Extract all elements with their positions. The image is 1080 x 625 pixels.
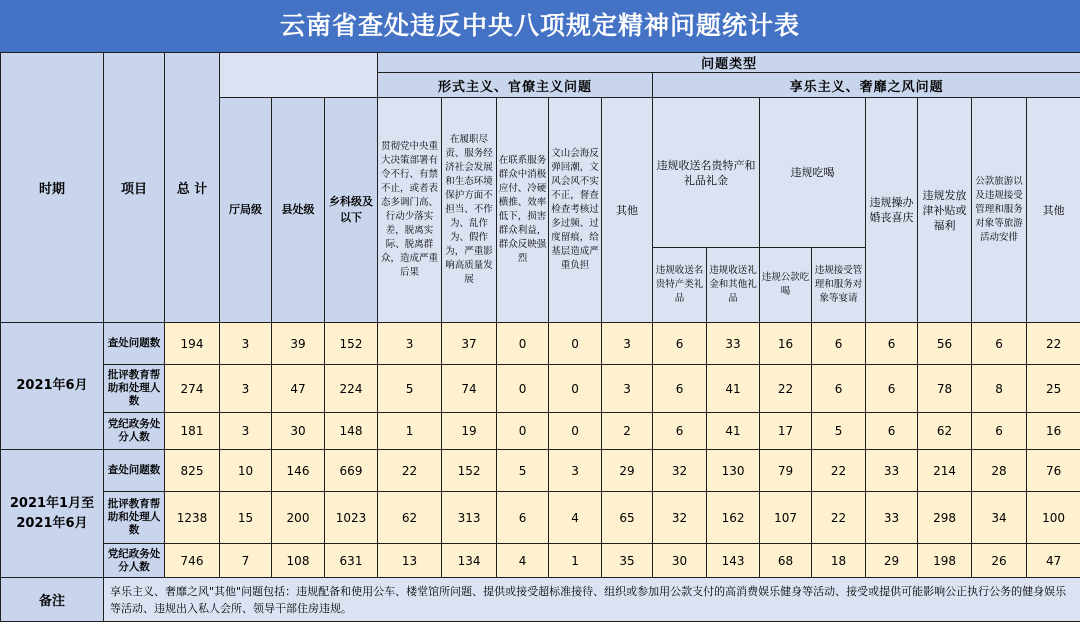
table-cell: 8	[972, 365, 1027, 413]
table-cell: 1023	[325, 492, 378, 544]
header-formalism-meetings: 文山会海反弹回潮，文风会风不实不正，督查检查考核过多过频、过度留痕，给基层造成严重负担	[549, 98, 602, 323]
row-item-label: 查处问题数	[104, 323, 165, 365]
header-formalism: 形式主义、官僚主义问题	[378, 73, 653, 98]
table-cell: 30	[653, 544, 707, 578]
table-cell: 47	[272, 365, 325, 413]
header-hedonism-wedding: 违规操办婚丧喜庆	[866, 98, 918, 323]
table-cell: 5	[378, 365, 442, 413]
table-cell: 1238	[165, 492, 220, 544]
header-problem-type: 问题类型	[378, 53, 1080, 73]
header-hedonism-travel: 公款旅游以及违规接受管理和服务对象等旅游活动安排	[972, 98, 1027, 323]
period-label: 2021年1月至2021年6月	[1, 450, 104, 578]
table-cell: 3	[602, 323, 653, 365]
header-formalism-other: 其他	[602, 98, 653, 323]
table-cell: 22	[760, 365, 812, 413]
table-cell: 1	[549, 544, 602, 578]
header-gift-specialty: 违规收送名贵特产类礼品	[653, 248, 707, 323]
table-cell: 3	[220, 323, 272, 365]
page-title: 云南省查处违反中央八项规定精神问题统计表	[0, 0, 1080, 52]
table-cell: 313	[442, 492, 497, 544]
table-cell: 6	[812, 323, 866, 365]
table-cell: 32	[653, 450, 707, 492]
table-cell: 143	[707, 544, 760, 578]
row-item-label: 党纪政务处分人数	[104, 544, 165, 578]
header-blank	[220, 53, 378, 98]
table-cell: 37	[442, 323, 497, 365]
table-cell: 62	[918, 413, 972, 450]
table-cell: 6	[812, 365, 866, 413]
table-cell: 16	[1027, 413, 1080, 450]
table-cell: 100	[1027, 492, 1080, 544]
table-cell: 152	[325, 323, 378, 365]
table-cell: 746	[165, 544, 220, 578]
header-hedonism-subsidy: 违规发放津补贴或福利	[918, 98, 972, 323]
table-cell: 148	[325, 413, 378, 450]
table-cell: 19	[442, 413, 497, 450]
table-cell: 16	[760, 323, 812, 365]
row-item-label: 批评教育帮助和处理人数	[104, 365, 165, 413]
row-item-label: 查处问题数	[104, 450, 165, 492]
table-cell: 25	[1027, 365, 1080, 413]
table-cell: 22	[812, 450, 866, 492]
table-cell: 39	[272, 323, 325, 365]
header-hedonism-other: 其他	[1027, 98, 1080, 323]
header-formalism-service: 在联系服务群众中消极应付、冷硬横推、效率低下，损害群众利益，群众反映强烈	[497, 98, 549, 323]
table-cell: 134	[442, 544, 497, 578]
table-cell: 194	[165, 323, 220, 365]
table-cell: 29	[866, 544, 918, 578]
table-cell: 5	[497, 450, 549, 492]
table-cell: 26	[972, 544, 1027, 578]
table-cell: 6	[653, 323, 707, 365]
table-cell: 32	[653, 492, 707, 544]
header-formalism-duty: 在履职尽责、服务经济社会发展和生态环境保护方面不担当、不作为、乱作为、假作为，严重影响高质量发展	[442, 98, 497, 323]
row-item-label: 党纪政务处分人数	[104, 413, 165, 450]
table-cell: 33	[866, 492, 918, 544]
table-cell: 41	[707, 365, 760, 413]
table-cell: 17	[760, 413, 812, 450]
table-cell: 68	[760, 544, 812, 578]
table-cell: 162	[707, 492, 760, 544]
table-cell: 15	[220, 492, 272, 544]
header-total: 总 计	[165, 53, 220, 323]
header-eat-banquet: 违规接受管理和服务对象等宴请	[812, 248, 866, 323]
table-cell: 3	[549, 450, 602, 492]
table-cell: 4	[549, 492, 602, 544]
table-cell: 0	[549, 413, 602, 450]
table-cell: 825	[165, 450, 220, 492]
header-level-ting: 厅局级	[220, 98, 272, 323]
table-cell: 33	[707, 323, 760, 365]
table-cell: 7	[220, 544, 272, 578]
table-cell: 298	[918, 492, 972, 544]
table-cell: 3	[220, 413, 272, 450]
note-label: 备注	[1, 578, 104, 622]
period-label: 2021年6月	[1, 323, 104, 450]
table-cell: 30	[272, 413, 325, 450]
statistics-table	[0, 52, 1080, 622]
table-cell: 28	[972, 450, 1027, 492]
table-cell: 65	[602, 492, 653, 544]
table-cell: 198	[918, 544, 972, 578]
note-text: 享乐主义、奢靡之风"其他"问题包括：违规配备和使用公车、楼堂馆所问题、提供或接受超标准接待、组织或参加用公款支付的高消费娱乐健身等活动、接受或提供可能影响公正执行公务的健身娱乐等活动、违规出入私人会所、领导干部住房违规。	[104, 578, 1080, 622]
table-cell: 74	[442, 365, 497, 413]
header-item: 项目	[104, 53, 165, 323]
table-cell: 107	[760, 492, 812, 544]
table-cell: 214	[918, 450, 972, 492]
table-cell: 0	[497, 323, 549, 365]
table-cell: 6	[866, 413, 918, 450]
header-gift-cash: 违规收送礼金和其他礼品	[707, 248, 760, 323]
table-cell: 1	[378, 413, 442, 450]
header-level-xiang: 乡科级及以下	[325, 98, 378, 323]
table-cell: 6	[972, 323, 1027, 365]
table-cell: 78	[918, 365, 972, 413]
table-cell: 0	[497, 413, 549, 450]
table-cell: 29	[602, 450, 653, 492]
table-cell: 2	[602, 413, 653, 450]
table-cell: 56	[918, 323, 972, 365]
table-cell: 22	[378, 450, 442, 492]
row-item-label: 批评教育帮助和处理人数	[104, 492, 165, 544]
header-hedonism-eat: 违规吃喝	[760, 98, 866, 248]
table-cell: 10	[220, 450, 272, 492]
table-cell: 79	[760, 450, 812, 492]
table-cell: 76	[1027, 450, 1080, 492]
header-period: 时期	[1, 53, 104, 323]
table-cell: 181	[165, 413, 220, 450]
table-cell: 274	[165, 365, 220, 413]
table-cell: 130	[707, 450, 760, 492]
table-cell: 0	[549, 323, 602, 365]
table-cell: 22	[812, 492, 866, 544]
table-cell: 6	[497, 492, 549, 544]
header-eat-public: 违规公款吃喝	[760, 248, 812, 323]
table-cell: 0	[549, 365, 602, 413]
table-cell: 5	[812, 413, 866, 450]
table-cell: 34	[972, 492, 1027, 544]
table-cell: 3	[602, 365, 653, 413]
table-cell: 41	[707, 413, 760, 450]
header-level-xian: 县处级	[272, 98, 325, 323]
table-cell: 33	[866, 450, 918, 492]
table-cell: 146	[272, 450, 325, 492]
table-cell: 152	[442, 450, 497, 492]
table-cell: 631	[325, 544, 378, 578]
table-cell: 3	[378, 323, 442, 365]
table-cell: 3	[220, 365, 272, 413]
table-cell: 4	[497, 544, 549, 578]
table-cell: 0	[497, 365, 549, 413]
header-hedonism-gift: 违规收送名贵特产和礼品礼金	[653, 98, 760, 248]
header-formalism-decision: 贯彻党中央重大决策部署有令不行、有禁不止，或者表态多调门高、行动少落实差，脱离实际、脱离群众，造成严重后果	[378, 98, 442, 323]
table-cell: 62	[378, 492, 442, 544]
table-cell: 224	[325, 365, 378, 413]
table-cell: 6	[972, 413, 1027, 450]
table-cell: 6	[866, 323, 918, 365]
table-cell: 18	[812, 544, 866, 578]
table-cell: 6	[653, 413, 707, 450]
table-cell: 22	[1027, 323, 1080, 365]
table-cell: 108	[272, 544, 325, 578]
table-cell: 6	[653, 365, 707, 413]
header-hedonism: 享乐主义、奢靡之风问题	[653, 73, 1080, 98]
table-cell: 13	[378, 544, 442, 578]
table-cell: 6	[866, 365, 918, 413]
table-cell: 669	[325, 450, 378, 492]
table-cell: 47	[1027, 544, 1080, 578]
table-cell: 200	[272, 492, 325, 544]
table-cell: 35	[602, 544, 653, 578]
